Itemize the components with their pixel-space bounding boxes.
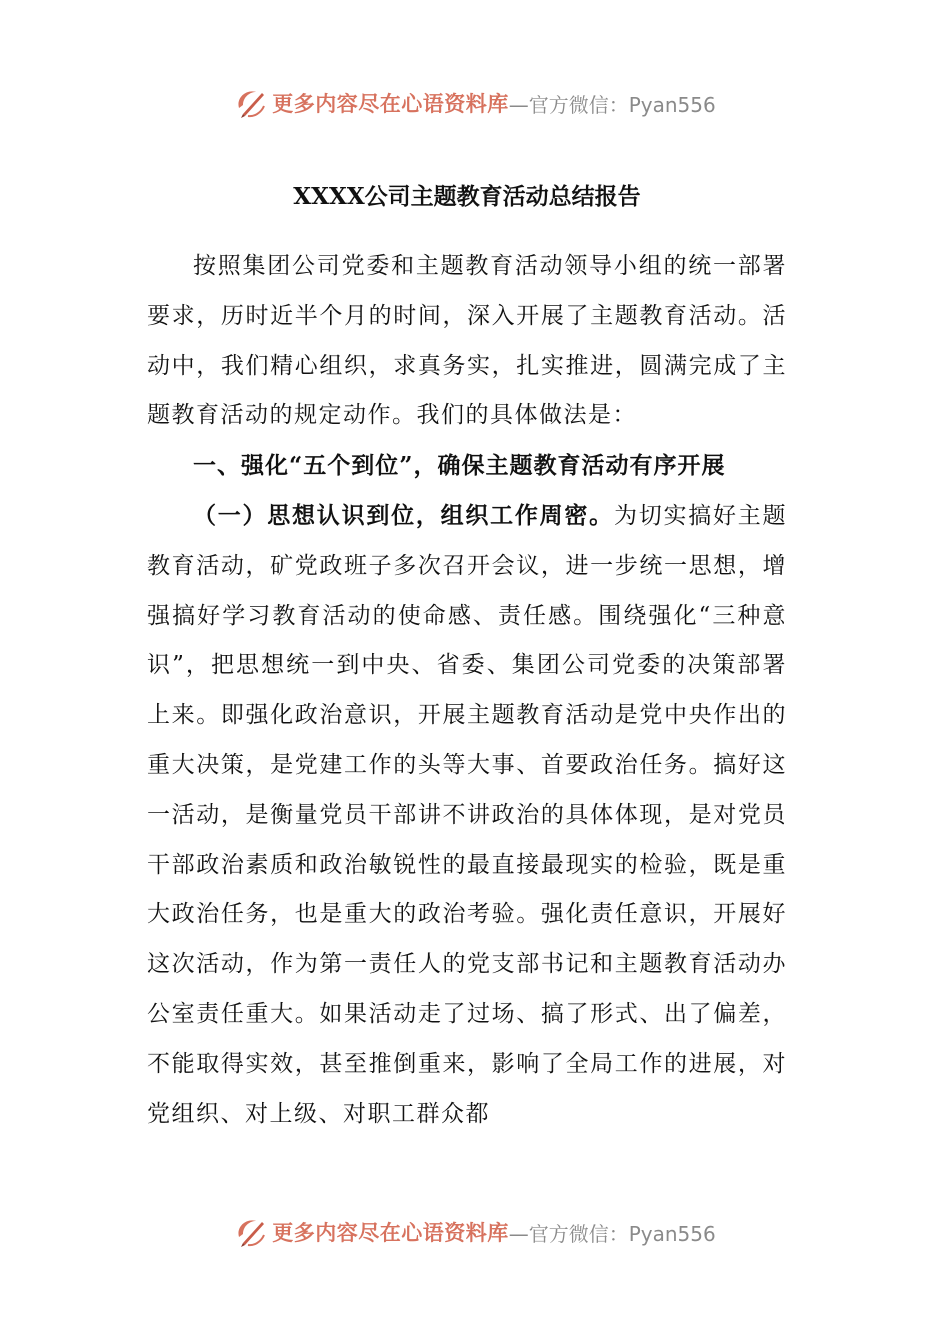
sub1-body: 为切实搞好主题教育活动，矿党政班子多次召开会议，进一步统一思想，增强搞好学习教育活动的使命感、责任感。围绕强化“三种意识”，把思想统一到中央、省委、集团公司党委的决策部署上来。即强化政治意识，开展主题教育活动是党中央作出的重大决策，是党建工作的头等大事、首要政治任务。搞好这一活动，是衡量党员干部讲不讲政治的具体体现，是对党员干部政治素质和政治敏锐性的最直接最现实的检验，既是重大政治任务，也是重大的政治考验。强化责任意识，开展好这次活动，作为第一责任人的党支部书记和主题教育活动办公室责任重大。如果活动走了过场、搞了形式、出了偏差，不能取得实效，甚至推倒重来，影响了全局工作的进展，对党组织、对上级、对职工群众都 <box>147 502 788 1127</box>
watermark-grey-text: —官方微信：Pyan556 <box>508 1221 716 1246</box>
watermark-grey-text: —官方微信：Pyan556 <box>508 92 716 117</box>
watermark-header <box>0 83 950 123</box>
pen-swoosh-logo-icon <box>234 86 268 120</box>
watermark-red-text: 更多内容尽在心语资料库 <box>272 91 509 116</box>
watermark-footer <box>0 1212 950 1252</box>
document-body <box>147 172 787 1139</box>
document-title: XXXX公司主题教育活动总结报告 <box>293 183 641 210</box>
watermark-red-text: 更多内容尽在心语资料库 <box>272 1220 509 1245</box>
section1-heading: 一、强化“五个到位”，确保主题教育活动有序开展 <box>193 452 726 480</box>
sub1-paragraph <box>147 491 787 1139</box>
sub1-heading: （一）思想认识到位，组织工作周密。 <box>193 501 614 529</box>
intro-paragraph: 按照集团公司党委和主题教育活动领导小组的统一部署要求，历时近半个月的时间，深入开展了主题教育活动。活动中，我们精心组织，求真务实，扎实推进，圆满完成了主题教育活动的规定动作。我们的具体做法是： <box>147 253 787 429</box>
pen-swoosh-logo-icon <box>234 1215 268 1249</box>
